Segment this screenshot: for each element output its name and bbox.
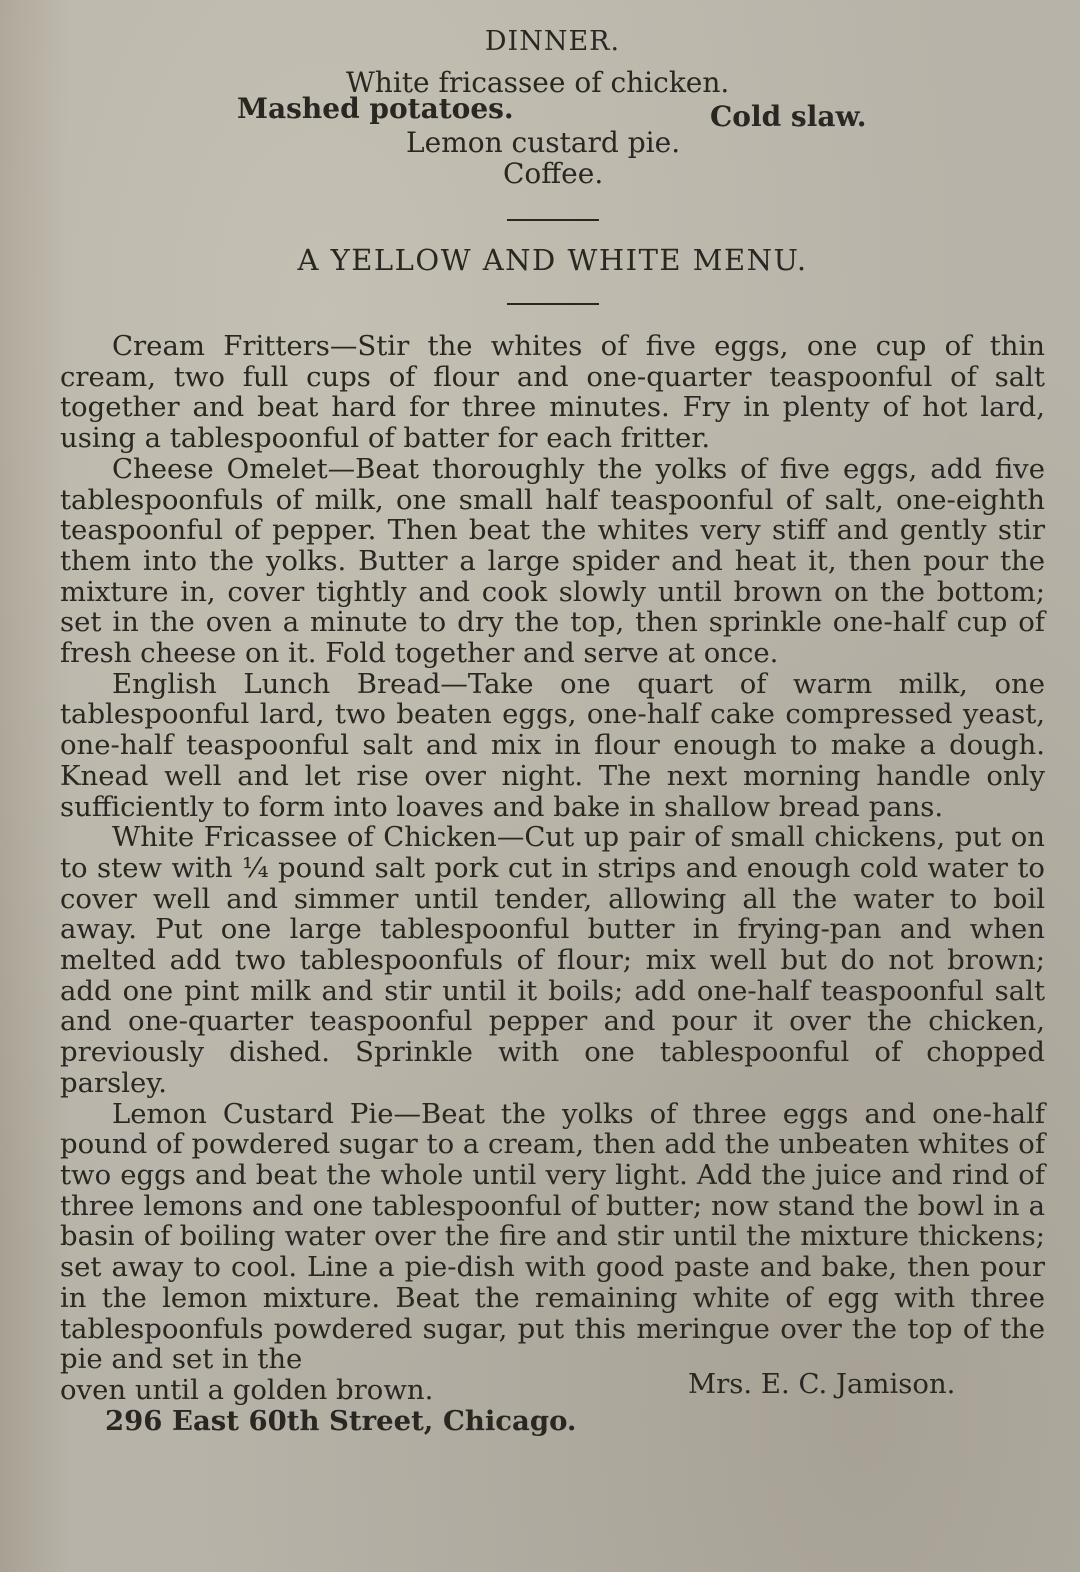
divider-rule: [507, 219, 599, 221]
recipe-english-lunch-bread: English Lunch Bread—Take one quart of warm milk, one tablespoonful lard, two beaten eggs, one-half cake compressed yeast, one-half teaspoonful salt and mix in flour enough to make a dough. Knead well and let rise over night. The next morning handle only sufficiently to form into loaves and bake in shallow bread pans.: [60, 667, 1045, 823]
author-signature: Mrs. E. C. Jamison.: [688, 1367, 956, 1400]
recipe-lemon-custard-pie: Lemon Custard Pie—Beat the yolks of three eggs and one-half pound of powdered sugar to a cream, then add the unbeaten whites of two eggs and beat the whole until very light. Add the juice and rind of three lemons and one tablespoonful of butter; now stand the bowl in a basin of boiling water over the fire and stir until the mixture thickens; set away to cool. Line a pie-dish with good paste and bake, then pour in the lemon mixture. Beat the remaining white of egg with three tablespoonfuls powdered sugar, put this meringue over the top of the pie and set in the: [60, 1097, 1045, 1376]
menu-item-side-right: Cold slaw.: [710, 100, 867, 133]
recipe-cheese-omelet: Cheese Omelet—Beat thoroughly the yolks of five eggs, add five tablespoonfuls of milk, one small half teaspoonful of salt, one-eighth teaspoonful of pepper. Then beat the whites very stiff and gently stir them into the yolks. Butter a large spider and heat it, then pour the mixture in, cover tightly and cook slowly until brown on the bottom; set in the oven a minute to dry the top, then sprinkle one-half cup of fresh cheese on it. Fold together and serve at once.: [60, 452, 1045, 670]
recipe-list: [60, 331, 1045, 1406]
menu-item-dessert: Lemon custard pie.: [406, 126, 681, 159]
dinner-heading: DINNER.: [484, 26, 621, 57]
menu-item-side-left: Mashed potatoes.: [237, 92, 514, 125]
menu-item-drink: Coffee.: [503, 157, 604, 190]
author-address: 296 East 60th Street, Chicago.: [105, 1404, 577, 1437]
recipe-cream-fritters: Cream Fritters—Stir the whites of five eggs, one cup of thin cream, two full cups of flour and one-quarter teaspoonful of salt together and beat hard for three minutes. Fry in plenty of hot lard, using a tablespoonful of batter for each fritter.: [60, 330, 1045, 455]
dinner-menu: [60, 57, 1045, 197]
menu-item-main: White fricassee of chicken.: [346, 66, 730, 99]
closing-line: [60, 1367, 1045, 1406]
recipe-white-fricassee: White Fricassee of Chicken—Cut up pair of small chickens, put on to stew with ¼ pound salt pork cut in strips and enough cold water to cover well and simmer until tender, allowing all the water to boil away. Put one large tablespoonful butter in frying-pan and when melted add two tablespoonfuls of flour; mix well but do not brown; add one pint milk and stir until it boils; add one-half teaspoonful salt and one-quarter teaspoonful pepper and pour it over the chicken, previously dished. Sprinkle with one tablespoonful of chopped parsley.: [60, 821, 1045, 1099]
cookbook-page: [60, 22, 1045, 1552]
recipe-last-line: oven until a golden brown.: [60, 1373, 434, 1406]
menu-title: A YELLOW AND WHITE MENU.: [297, 243, 808, 277]
divider-rule: [507, 303, 599, 305]
